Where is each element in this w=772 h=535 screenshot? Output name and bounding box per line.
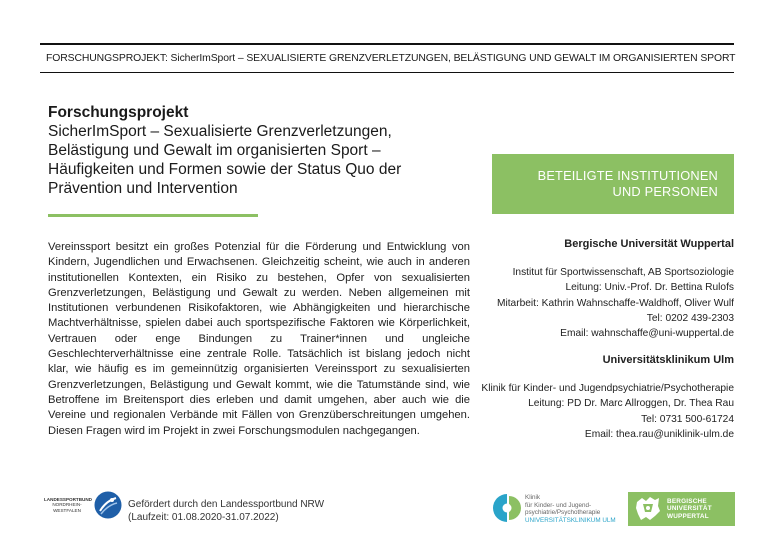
funding-note — [128, 498, 324, 524]
title-kicker: Forschungsprojekt — [48, 104, 189, 121]
contact-email: Email: wahnschaffe@uni-wuppertal.de — [560, 328, 734, 340]
ukulm-text: UNIVERSITÄTSKLINIKUM ULM — [525, 516, 616, 524]
contact-line: Klinik für Kinder- und Jugendpsychiatrie/Psychotherapie — [481, 383, 734, 395]
landessportbund-logo — [44, 491, 122, 519]
contact-line: Leitung: PD Dr. Marc Allroggen, Dr. Thea Rau — [528, 398, 734, 410]
buw-logo — [628, 492, 735, 526]
institutions-heading-box — [492, 154, 734, 214]
contact-line: Mitarbeit: Kathrin Wahnschaffe-Waldhoff, Oliver Wulf — [496, 297, 734, 309]
buw-text: BERGISCHE — [667, 497, 707, 505]
contact-line: Leitung: Univ.-Prof. Dr. Bettina Rulofs — [565, 282, 734, 294]
lsb-logo-text: NORDRHEIN-WESTFALEN — [52, 502, 82, 513]
landessportbund-logo-icon — [94, 491, 122, 519]
title-line: Belästigung und Gewalt im organisierten Sport – — [48, 142, 381, 159]
contact-phone: Tel: 0731 500-61724 — [641, 413, 734, 425]
funding-line: Gefördert durch den Landessportbund NRW — [128, 499, 325, 510]
buw-seal-icon — [633, 494, 663, 524]
institutions-heading-line: BETEILIGTE INSTITUTIONEN — [537, 168, 718, 183]
ukulm-logo — [492, 492, 616, 524]
institutions-heading-line: UND PERSONEN — [612, 184, 718, 199]
ukulm-text: Klinik — [525, 494, 541, 501]
contact-email: Email: thea.rau@uniklinik-ulm.de — [584, 428, 734, 440]
contact-name: Universitätsklinikum Ulm — [602, 354, 734, 366]
title-block — [48, 104, 468, 198]
body-paragraph: Vereinssport besitzt ein großes Potenzial für die Förderung und Entwicklung von Kindern, Jugendlichen und Erwachsenen. Gleichzeitig scheint, wie auch in anderen institutionellen Kontexten, ein Risiko zu bestehen, Opfer von sexualisierten Grenzverletzungen, Belästigung und Gewalt zu werden. Neben allgemeinen mit Institutionen verbundenen Risikofaktoren, wie Abhängigkeiten und hierarchische Machtverhältnisse, spielen dabei auch sportspezifische Faktoren wie Körperlichkeit, Vertrauen oder enge Bindungen zu Trainer*innen und ungleiche Geschlechterverhältnisse eine zentrale Rolle. Tatsächlich ist bislang jedoch nicht klar, wie häufig es im gemeinnützig organisierten Vereinssport zu sexualisierten Grenzverletzungen, Belästigung und Gewalt kommt, wie die Tatumstände sind, wie Betroffene im Breitensport dies erleben und damit umgehen, aber auch wie die Vereine und regionalen Verbände mit Fällen von Grenzüberschreitungen umgehen. Diesen Fragen wird im Projekt in zwei Forschungsmodulen nachgegangen. — [48, 241, 470, 437]
contact-ulm — [480, 353, 734, 442]
buw-text: WUPPERTAL — [667, 512, 709, 520]
header-bottom-rule — [40, 72, 734, 73]
contact-phone: Tel: 0202 439-2303 — [646, 312, 734, 324]
ukulm-logo-icon — [492, 492, 522, 524]
lsb-logo-text: LANDESSPORTBUND — [44, 496, 92, 502]
ukulm-text: für Kinder- und Jugend- — [525, 501, 592, 509]
contact-wuppertal — [480, 237, 734, 341]
ukulm-text: psychiatrie/Psychotherapie — [525, 509, 601, 517]
header-project-line: FORSCHUNGSPROJEKT: SicherImSport – SEXUALISIERTE GRENZVERLETZUNGEN, BELÄSTIGUNG UND GEWALT IM ORGANISIERTEN SPORT — [46, 53, 736, 64]
title-line: SicherImSport – Sexualisierte Grenzverletzungen, — [48, 123, 392, 140]
contact-line: Institut für Sportwissenschaft, AB Sportsoziologie — [512, 267, 734, 279]
contact-name: Bergische Universität Wuppertal — [564, 238, 734, 250]
title-underline — [48, 214, 258, 217]
buw-text: UNIVERSITÄT — [667, 505, 712, 513]
title-line: Prävention und Intervention — [48, 180, 238, 197]
title-line: Häufigkeiten und Formen sowie der Status Quo der — [48, 161, 402, 178]
funding-period: (Laufzeit: 01.08.2020-31.07.2022) — [128, 512, 279, 523]
top-rule — [40, 43, 734, 45]
